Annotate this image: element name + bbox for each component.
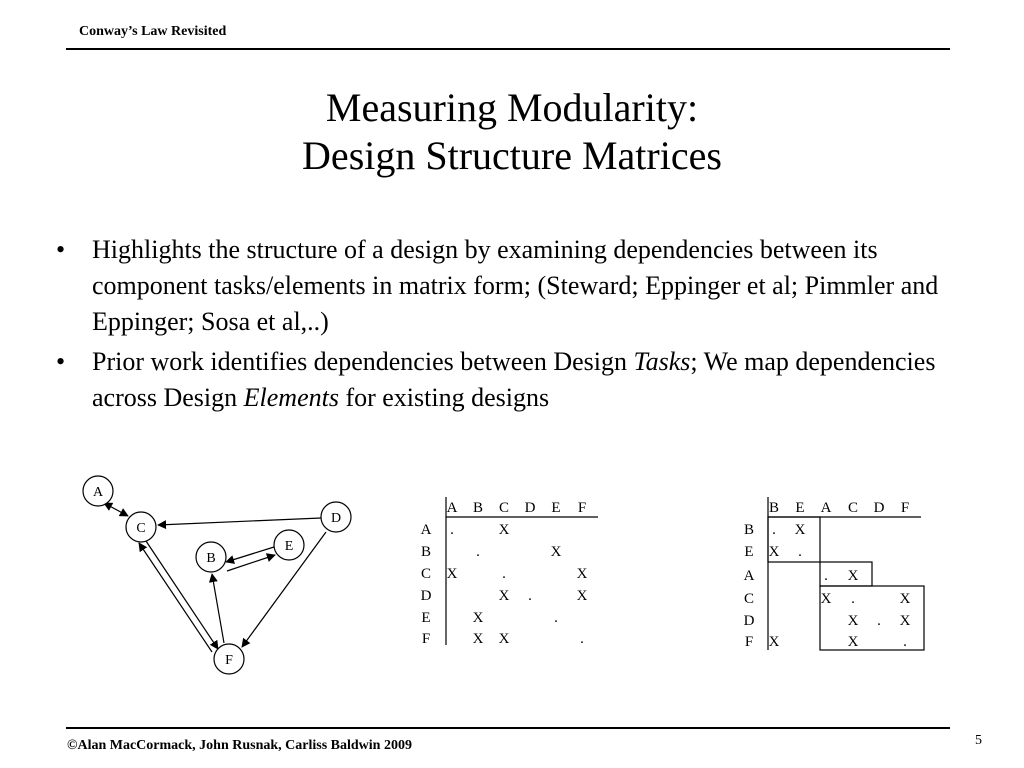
matrix-cell: X bbox=[472, 610, 484, 626]
matrix-cell: X bbox=[847, 613, 859, 629]
row-header: A bbox=[743, 568, 755, 584]
column-header: F bbox=[577, 500, 587, 516]
matrix-cell: X bbox=[576, 588, 588, 604]
matrix-cell: . bbox=[851, 591, 855, 607]
matrix-cell: X bbox=[899, 591, 911, 607]
row-header: C bbox=[743, 591, 755, 607]
matrix-cell: X bbox=[768, 634, 780, 650]
row-header: A bbox=[420, 522, 432, 538]
row-header: B bbox=[743, 522, 755, 538]
matrix-cell: X bbox=[768, 544, 780, 560]
matrix-cell: . bbox=[772, 522, 776, 538]
matrix-cell: X bbox=[820, 591, 832, 607]
matrix-cell: . bbox=[476, 544, 480, 560]
row-header: B bbox=[420, 544, 432, 560]
graph-nodes bbox=[83, 476, 351, 674]
bullet-text-suffix: for existing designs bbox=[338, 383, 550, 412]
graph-node-f bbox=[214, 644, 244, 674]
page-number: 5 bbox=[975, 733, 982, 748]
row-header: D bbox=[743, 613, 755, 629]
matrix-cell: . bbox=[580, 631, 584, 647]
matrix-cell: X bbox=[498, 631, 510, 647]
matrix-cell: . bbox=[903, 634, 907, 650]
matrix-cell: X bbox=[899, 613, 911, 629]
column-header: F bbox=[900, 500, 910, 516]
edge-f-b bbox=[212, 574, 224, 643]
footer-rule bbox=[66, 727, 950, 729]
matrix2 bbox=[744, 500, 911, 650]
matrix-cell: . bbox=[502, 566, 506, 582]
column-header: B bbox=[472, 500, 484, 516]
node-label: A bbox=[92, 485, 104, 500]
matrix-cell: . bbox=[554, 610, 558, 626]
matrix1-lines bbox=[446, 497, 598, 645]
column-header: A bbox=[820, 500, 832, 516]
matrix-cell: X bbox=[498, 588, 510, 604]
slide-title-line2: Design Structure Matrices bbox=[302, 133, 722, 178]
edge-d-c bbox=[158, 518, 321, 525]
matrix-cell: X bbox=[446, 566, 458, 582]
row-header: D bbox=[420, 588, 432, 604]
row-header: C bbox=[420, 566, 432, 582]
column-header: C bbox=[847, 500, 859, 516]
node-label: D bbox=[330, 511, 342, 526]
row-header: F bbox=[421, 631, 431, 647]
column-header: D bbox=[524, 500, 536, 516]
node-label: F bbox=[225, 653, 233, 668]
column-header: E bbox=[551, 500, 561, 516]
bullet-icon: • bbox=[56, 347, 66, 376]
node-label: C bbox=[136, 521, 146, 536]
column-header: B bbox=[768, 500, 780, 516]
row-header: E bbox=[744, 544, 754, 560]
column-header: C bbox=[498, 500, 510, 516]
row-header: F bbox=[744, 634, 754, 650]
bullet-text: Highlights the structure of a design by examining dependencies between its component tasks/elements in matrix form; (Steward; Eppinger et al; Pimmler and Eppinger; Sosa et al,..) bbox=[92, 235, 939, 336]
matrix-cell: . bbox=[877, 613, 881, 629]
graph-node-d bbox=[321, 502, 351, 532]
edge-e-b bbox=[226, 547, 274, 562]
matrix-cell: X bbox=[576, 566, 588, 582]
graph-node-a bbox=[83, 476, 113, 506]
matrix-cell: X bbox=[472, 631, 484, 647]
matrix-cell: X bbox=[847, 634, 859, 650]
bullet-emphasis-elements: Elements bbox=[243, 383, 339, 412]
bullet-text-prefix: Prior work identifies dependencies between Design bbox=[92, 347, 634, 376]
bullet-emphasis-tasks: Tasks bbox=[633, 347, 691, 376]
row-header: E bbox=[421, 610, 431, 626]
column-header: E bbox=[795, 500, 805, 516]
graph-node-b bbox=[196, 542, 226, 572]
graph-node-e bbox=[274, 530, 304, 560]
edge-c-a bbox=[104, 503, 128, 516]
matrix-cell: X bbox=[498, 522, 510, 538]
matrix-cell: . bbox=[824, 568, 828, 584]
matrix-cell: X bbox=[550, 544, 562, 560]
column-header: D bbox=[873, 500, 885, 516]
matrix-cell: X bbox=[847, 568, 859, 584]
matrix-cell: . bbox=[528, 588, 532, 604]
node-label: E bbox=[284, 539, 294, 554]
matrix-cell: . bbox=[798, 544, 802, 560]
bullet-icon: • bbox=[56, 235, 66, 264]
matrix-cell: X bbox=[794, 522, 806, 538]
graph-node-c bbox=[126, 512, 156, 542]
column-header: A bbox=[446, 500, 458, 516]
footer-credit: ©Alan MacCormack, John Rusnak, Carliss Baldwin 2009 bbox=[67, 738, 412, 753]
header-title: Conway’s Law Revisited bbox=[79, 24, 227, 39]
node-label: B bbox=[206, 551, 216, 566]
bullet-text-middle: ; We map dependencies across Design bbox=[92, 347, 936, 412]
edge-e-b-2 bbox=[227, 555, 275, 571]
matrix-cell: . bbox=[450, 522, 454, 538]
slide-title-line1: Measuring Modularity: bbox=[325, 85, 699, 130]
